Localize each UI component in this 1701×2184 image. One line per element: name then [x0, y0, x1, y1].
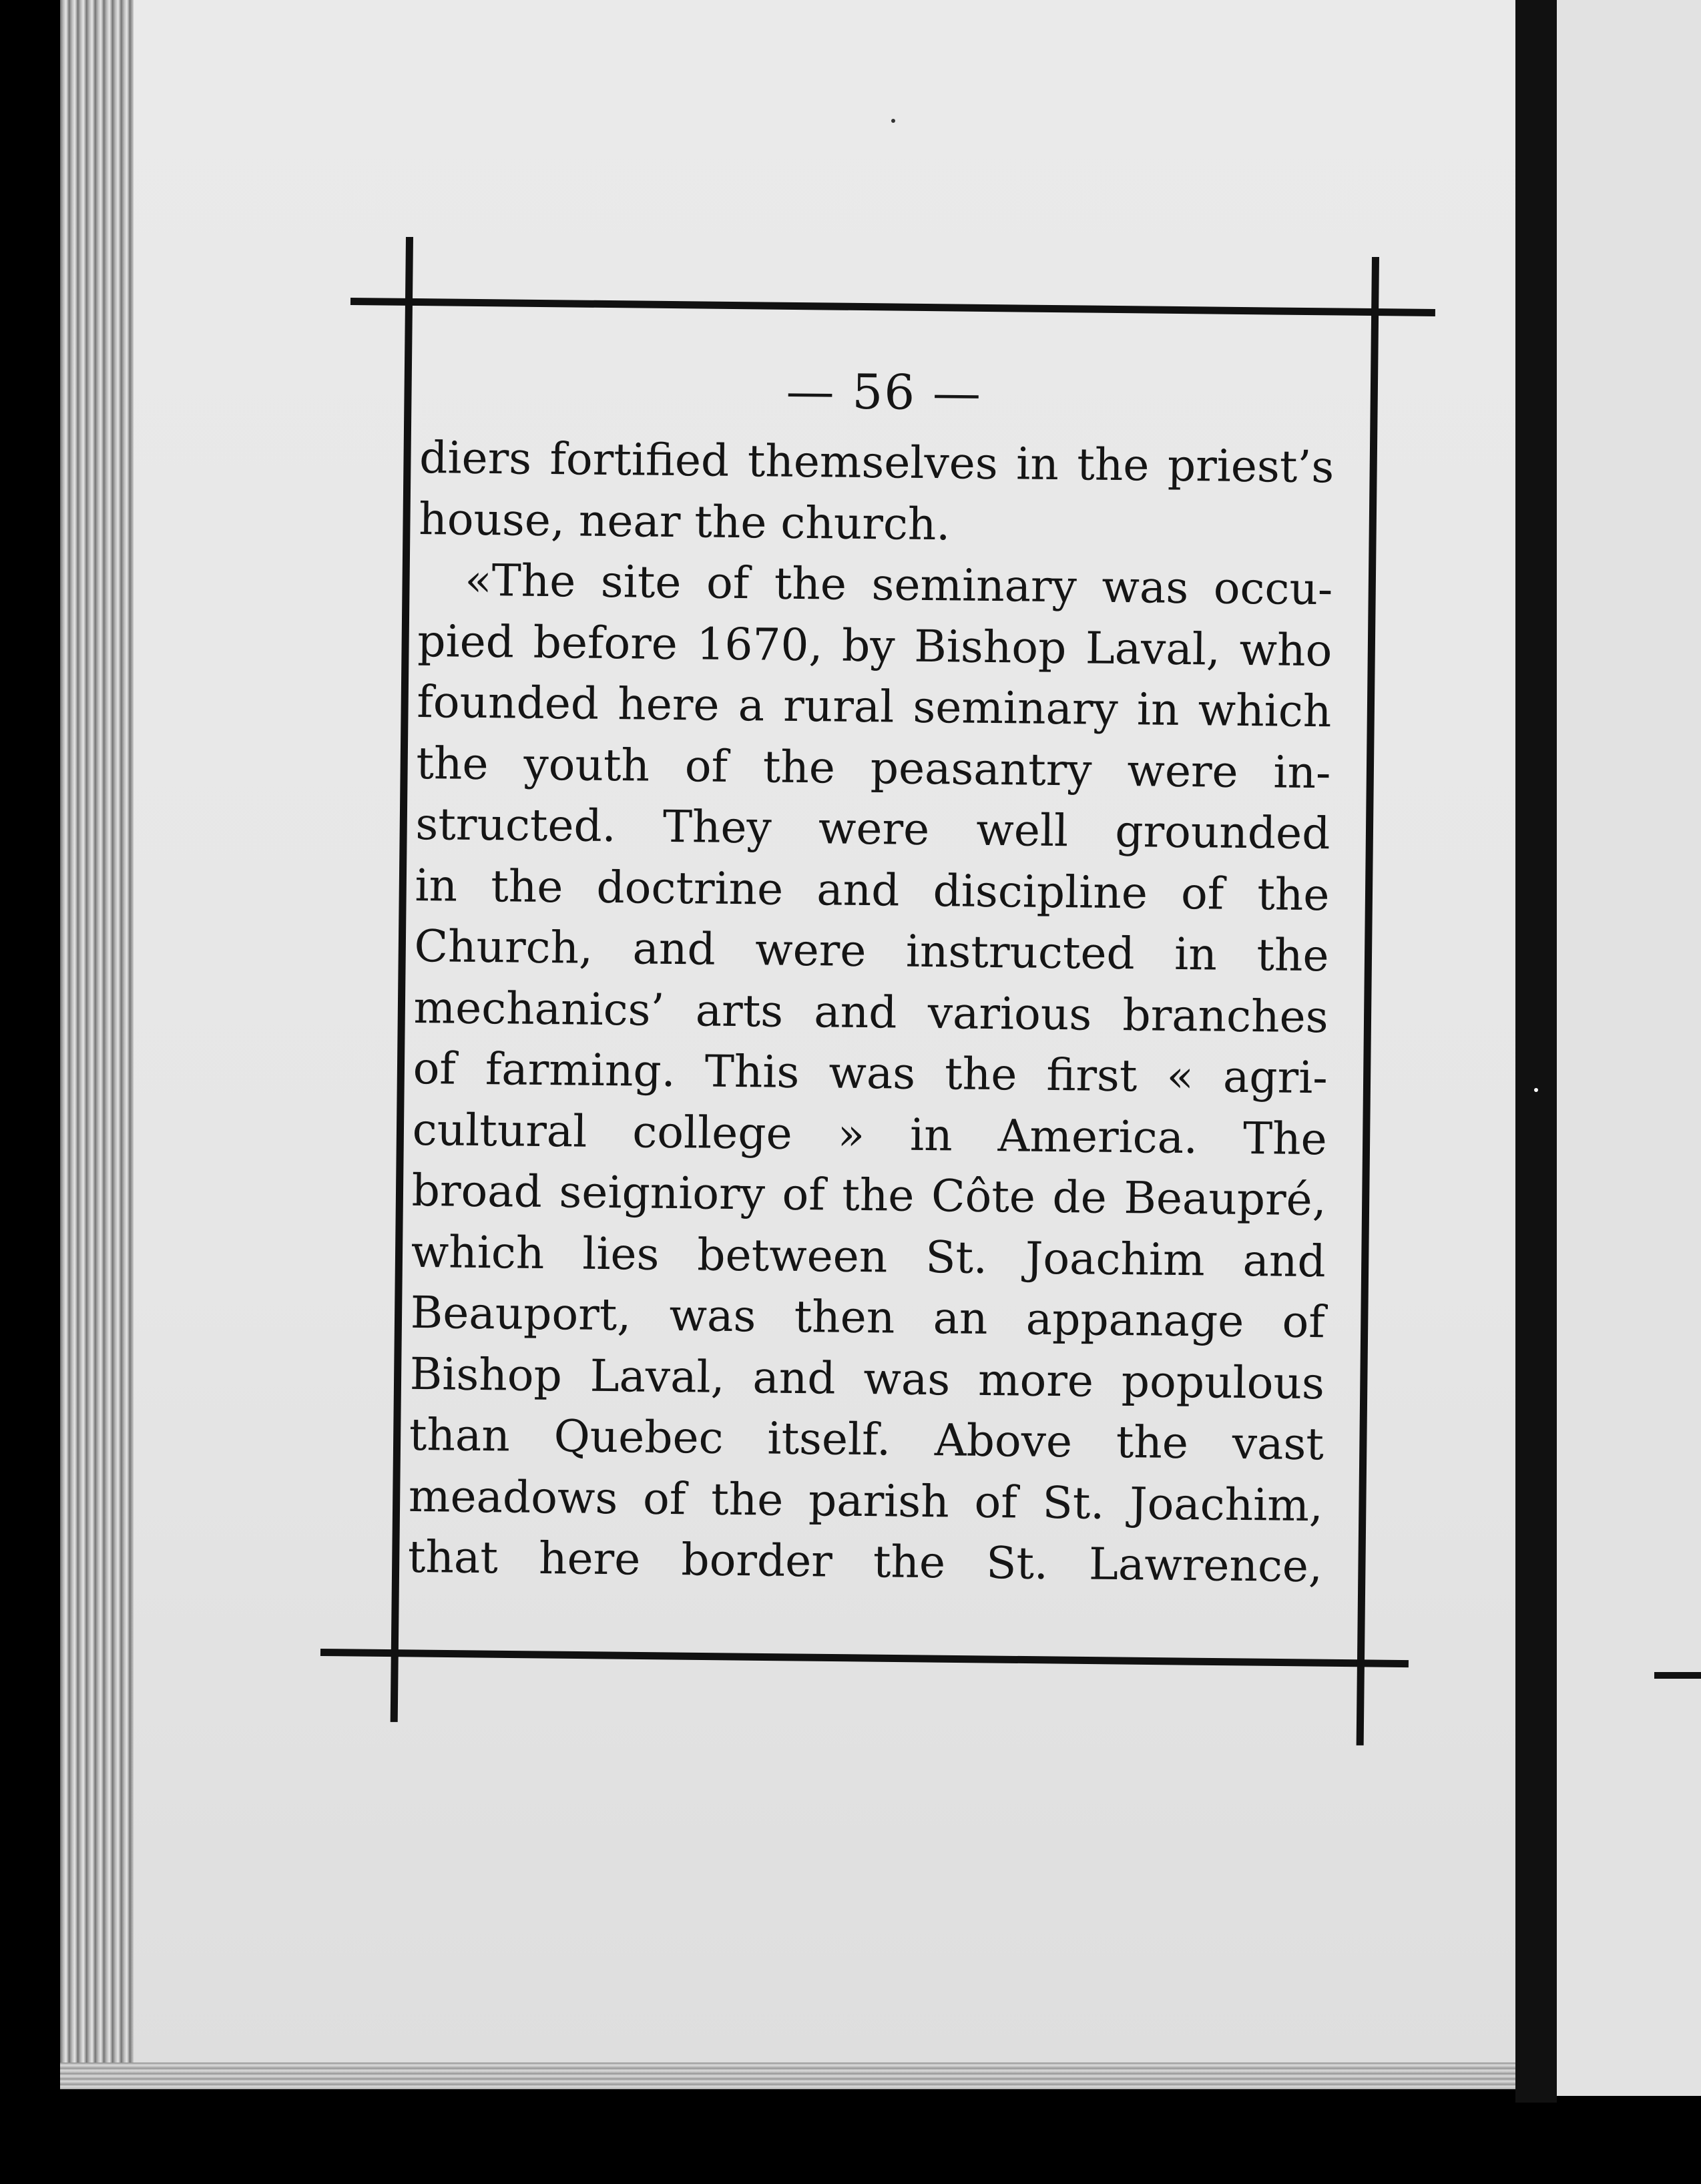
facing-page-rule: [1654, 1672, 1701, 1679]
ink-speck: [891, 119, 895, 123]
text-line: that here border the St. Lawrence,: [407, 1531, 1323, 1593]
facing-page: [1557, 0, 1701, 2096]
text-line: which lies between St. Joachim and: [411, 1225, 1326, 1287]
text-line: Church, and were instructed in the: [414, 920, 1329, 982]
text-line: «The site of the seminary was occu-: [464, 554, 1333, 615]
page-number: — 56 —: [786, 362, 983, 421]
ink-speck: [1534, 1088, 1538, 1092]
text-line: founded here a rural seminary in which: [417, 675, 1332, 738]
text-line: of farming. This was the first « agri-: [413, 1042, 1328, 1104]
text-line: meadows of the parish of St. Joachim,: [408, 1470, 1324, 1531]
page-text-block: [407, 347, 1335, 1651]
text-line: cultural college » in America. The: [412, 1103, 1328, 1165]
text-line: Beauport, was then an appanage of: [410, 1286, 1326, 1348]
text-line: than Quebec itself. Above the vast: [409, 1408, 1324, 1470]
text-line: Bishop Laval, and was more populous: [409, 1348, 1325, 1409]
text-line: mechanics’ arts and various branches: [413, 981, 1328, 1043]
book-gutter: [1515, 0, 1557, 2103]
text-line: broad seigniory of the Côte de Beaupré,: [411, 1164, 1327, 1226]
text-line: the youth of the peasantry were in-: [416, 737, 1331, 798]
text-line: diers fortified themselves in the priest’s: [419, 431, 1334, 493]
text-line: in the doctrine and discipline of the: [415, 859, 1330, 920]
text-line: pied before 1670, by Bishop Laval, who: [417, 615, 1332, 676]
text-line: structed. They were well grounded: [415, 798, 1330, 860]
text-line: house, near the church.: [418, 493, 951, 550]
page-bottom-edge: [60, 2063, 1515, 2089]
